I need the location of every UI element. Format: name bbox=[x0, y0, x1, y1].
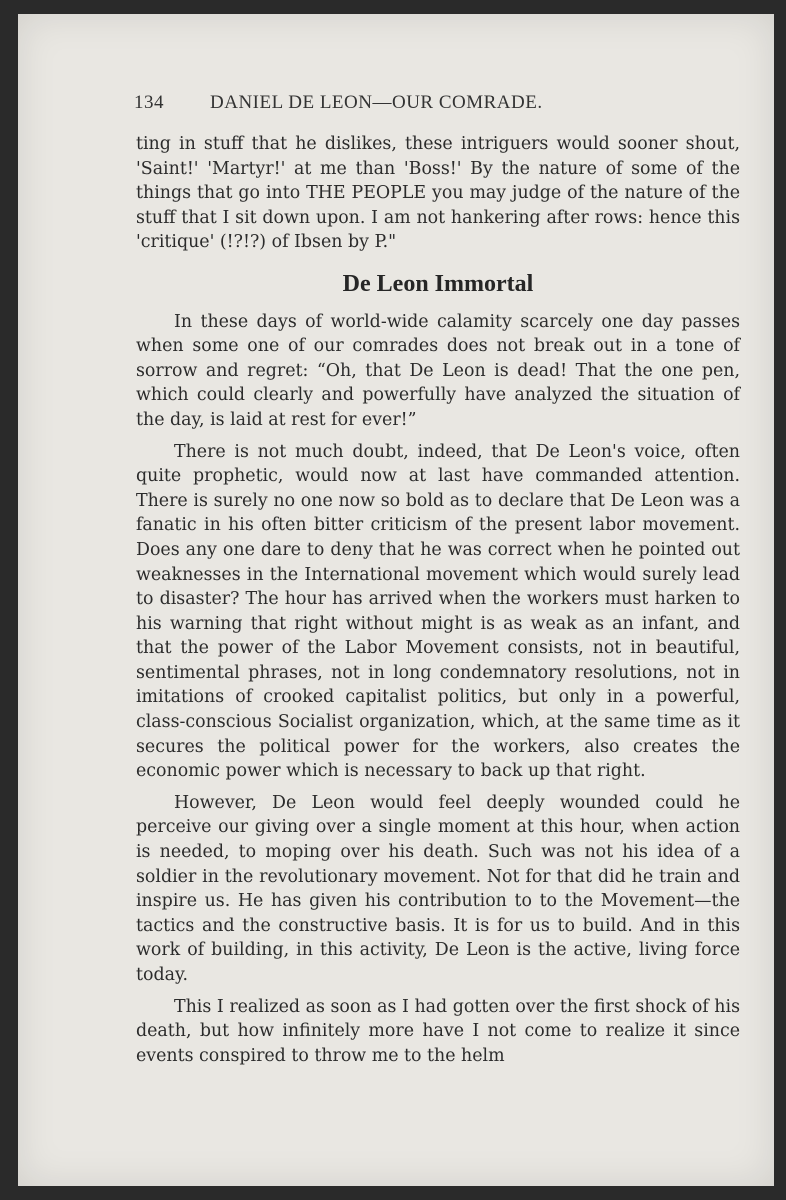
body-paragraph-3: However, De Leon would feel deeply wounded could he perceive our giving over a single moment at this hour, when action is needed, to moping over his death. Such was not his idea of a soldier in the revolutionary movement. Not for that did he train and inspire us. He has given his contribution to to the Movement—the tactics and the constructive basis. It is for us to build. And in this work of building, in this activity, De Leon is the active, living force today. bbox=[136, 792, 740, 985]
body-paragraph-4: This I realized as soon as I had gotten over the first shock of his death, but how infinitely more have I not come to realize it since events conspired to throw me to the helm bbox=[136, 996, 740, 1066]
running-title: DANIEL DE LEON—OUR COMRADE. bbox=[210, 92, 543, 113]
running-header bbox=[134, 92, 664, 114]
continuation-paragraph: ting in stuff that he dislikes, these intriguers would sooner shout, 'Saint!' 'Martyr!' at me than 'Boss!' By the nature of some of the things that go into THE PEOPLE you may judge of the nature of the stuff that I sit down upon. I am not hankering after rows: hence this 'critique' (!?!?) of Ibsen by P." bbox=[136, 134, 740, 253]
page-number: 134 bbox=[134, 92, 164, 113]
body-paragraph-2: There is not much doubt, indeed, that De Leon's voice, often quite prophetic, would now at last have commanded attention. There is surely no one now so bold as to declare that De Leon was a fanatic in his often bitter criticism of the present labor movement. Does any one dare to deny that he was correct when he pointed out weaknesses in the International movement which would surely lead to disaster? The hour has arrived when the workers must harken to his warning that right without might is as weak as an infant, and that the power of the Labor Movement consists, not in beautiful, sentimental phrases, not in long condemnatory resolutions, not in imitations of crooked capitalist politics, but only in a powerful, class-conscious Socialist organization, which, at the same time as it secures the political power for the workers, also creates the economic power which is necessary to back up that right. bbox=[136, 441, 740, 782]
section-heading: De Leon Immortal bbox=[342, 270, 534, 297]
body-paragraph-1: In these days of world-wide calamity scarcely one day passes when some one of our comrades does not break out in a tone of sorrow and regret: “Oh, that De Leon is dead! That the one pen, which could clearly and powerfully have analyzed the situation of the day, is laid at rest for ever!” bbox=[136, 311, 740, 430]
page-body bbox=[136, 132, 740, 1068]
book-page bbox=[18, 14, 774, 1186]
